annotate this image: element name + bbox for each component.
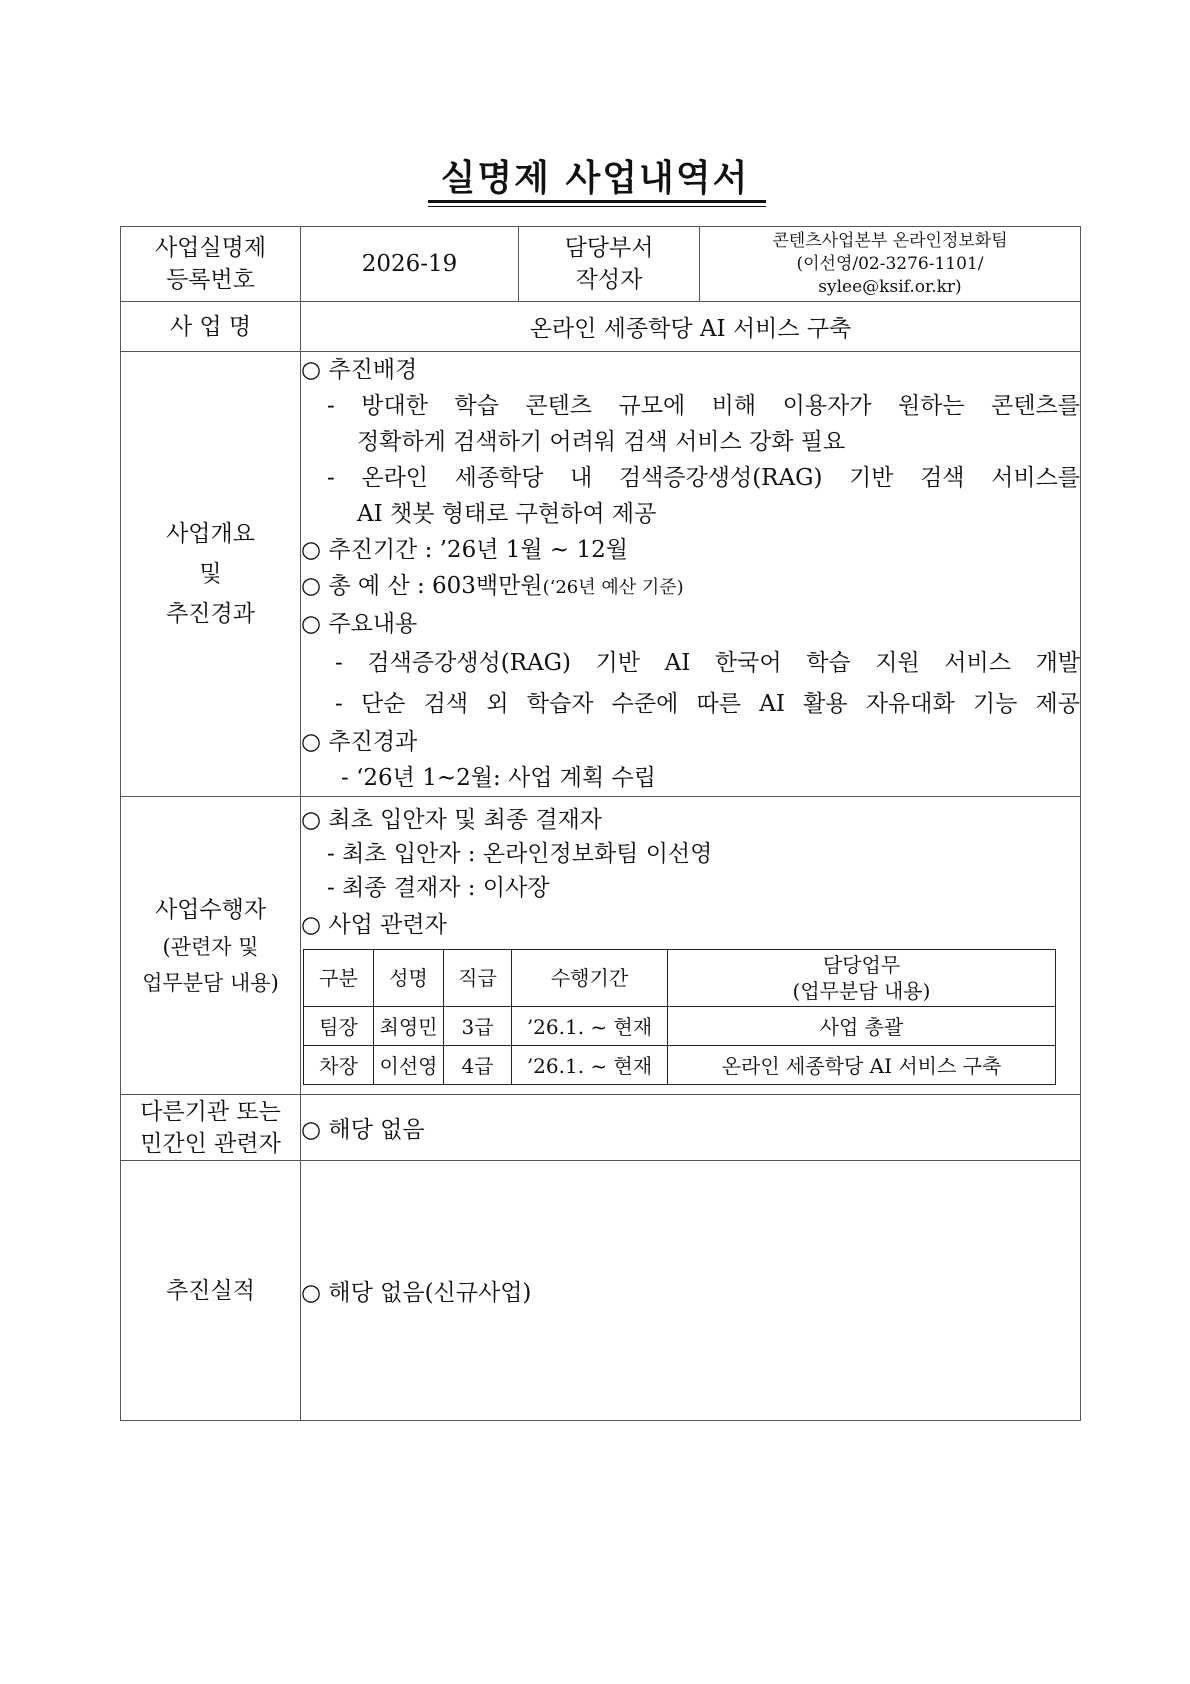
others-label-line: 다른기관 또는 bbox=[140, 1098, 281, 1125]
background-item-line: 정확하게 검색하기 어려워 검색 서비스 강화 필요 bbox=[357, 429, 846, 455]
overview-label-line: 사업개요 bbox=[166, 521, 255, 547]
progress-item: - ‘26년 1~2월: 사업 계획 수립 bbox=[341, 765, 656, 791]
col-header: 수행기간 bbox=[512, 949, 668, 1006]
cell-name: 이선영 bbox=[374, 1045, 444, 1084]
main-item: - 단순 검색 외 학습자 수준에 따른 AI 활용 자유대화 기능 제공 bbox=[335, 691, 1080, 717]
project-label: 사 업 명 bbox=[121, 302, 301, 352]
document-title: 실명제 사업내역서 bbox=[440, 158, 750, 199]
col-header-line: 담당업무 bbox=[822, 952, 901, 977]
title-underline bbox=[428, 200, 766, 203]
project-table bbox=[120, 226, 1081, 1421]
cell-duty: 온라인 세종학당 AI 서비스 구축 bbox=[668, 1045, 1056, 1084]
others-label-line: 민간인 관련자 bbox=[140, 1130, 281, 1157]
budget: ○ 총 예 산 : 603백만원 bbox=[301, 573, 543, 599]
results-label: 추진실적 bbox=[121, 1161, 301, 1421]
dept-value-cell bbox=[700, 227, 1081, 302]
performers-label-line: 업무분담 내용) bbox=[142, 970, 279, 995]
background-item-line: - 온라인 세종학당 내 검색증강생성(RAG) 기반 검색 서비스를 bbox=[327, 465, 1080, 491]
cell-grade: 4급 bbox=[444, 1045, 512, 1084]
dept-value-line: (이선영/02-3276-1101/ bbox=[796, 253, 984, 274]
col-header-duty bbox=[668, 949, 1056, 1006]
overview-label-cell bbox=[121, 352, 301, 797]
reg-label-line: 사업실명제 bbox=[154, 235, 267, 261]
overview-row bbox=[121, 352, 1081, 797]
drafter-title: ○ 최초 입안자 및 최종 결재자 bbox=[301, 806, 603, 833]
cell-grade: 3급 bbox=[444, 1006, 512, 1045]
background-item-line: - 방대한 학습 콘텐츠 규모에 비해 이용자가 원하는 콘텐츠를 bbox=[327, 393, 1080, 419]
others-label-cell bbox=[121, 1095, 301, 1161]
performers-label-cell bbox=[121, 797, 301, 1095]
table-row bbox=[304, 1045, 1056, 1084]
others-row bbox=[121, 1095, 1081, 1161]
results-value: ○ 해당 없음(신규사업) bbox=[301, 1161, 1081, 1421]
budget-line bbox=[301, 568, 1080, 606]
cell-period: ’26.1. ~ 현재 bbox=[512, 1006, 668, 1045]
col-header: 구분 bbox=[304, 949, 374, 1006]
performers-label-line: 사업수행자 bbox=[154, 896, 267, 923]
overview-label-line: 추진경과 bbox=[166, 601, 255, 627]
performers-content bbox=[301, 797, 1081, 1095]
reg-label-line: 등록번호 bbox=[166, 267, 255, 293]
reg-number: 2026-19 bbox=[301, 227, 519, 302]
title-underline-thin bbox=[428, 206, 766, 207]
project-name-row bbox=[121, 302, 1081, 352]
results-row bbox=[121, 1161, 1081, 1421]
overview-content bbox=[301, 352, 1081, 797]
dept-label-line: 담당부서 bbox=[564, 235, 654, 261]
dept-label-line: 작성자 bbox=[575, 267, 643, 293]
col-header: 직급 bbox=[444, 949, 512, 1006]
approver: - 최종 결재자 : 이사장 bbox=[327, 874, 550, 901]
col-header: 성명 bbox=[374, 949, 444, 1006]
main-title: ○ 주요내용 bbox=[301, 611, 418, 637]
related-table-header bbox=[304, 949, 1056, 1006]
cell-role: 팀장 bbox=[304, 1006, 374, 1045]
reg-label-cell bbox=[121, 227, 301, 302]
others-value: ○ 해당 없음 bbox=[301, 1095, 1081, 1161]
cell-role: 차장 bbox=[304, 1045, 374, 1084]
background-item-line: AI 챗봇 형태로 구현하여 제공 bbox=[357, 501, 657, 527]
col-header-line: (업무분담 내용) bbox=[792, 978, 931, 1003]
header-row bbox=[121, 227, 1081, 302]
background-title: ○ 추진배경 bbox=[301, 357, 418, 383]
dept-value-line: 콘텐츠사업본부 온라인정보화팀 bbox=[772, 230, 1008, 251]
performers-label-line: (관련자 및 bbox=[162, 934, 259, 959]
progress-title: ○ 추진경과 bbox=[301, 729, 418, 755]
related-title: ○ 사업 관련자 bbox=[301, 911, 447, 938]
main-item: - 검색증강생성(RAG) 기반 AI 한국어 학습 지원 서비스 개발 bbox=[335, 650, 1080, 676]
drafter: - 최초 입안자 : 온라인정보화팀 이선영 bbox=[327, 840, 713, 867]
table-row bbox=[304, 1006, 1056, 1045]
dept-label-cell bbox=[519, 227, 700, 302]
related-persons-table bbox=[303, 949, 1056, 1085]
period: ○ 추진기간 : ’26년 1월 ~ 12월 bbox=[301, 537, 628, 563]
project-name: 온라인 세종학당 AI 서비스 구축 bbox=[301, 302, 1081, 352]
performers-row bbox=[121, 797, 1081, 1095]
cell-duty: 사업 총괄 bbox=[668, 1006, 1056, 1045]
cell-name: 최영민 bbox=[374, 1006, 444, 1045]
overview-label-line: 및 bbox=[199, 561, 222, 587]
dept-value-line: sylee@ksif.or.kr) bbox=[818, 276, 962, 297]
budget-note: (‘26년 예산 기준) bbox=[542, 577, 684, 598]
cell-period: ’26.1. ~ 현재 bbox=[512, 1045, 668, 1084]
